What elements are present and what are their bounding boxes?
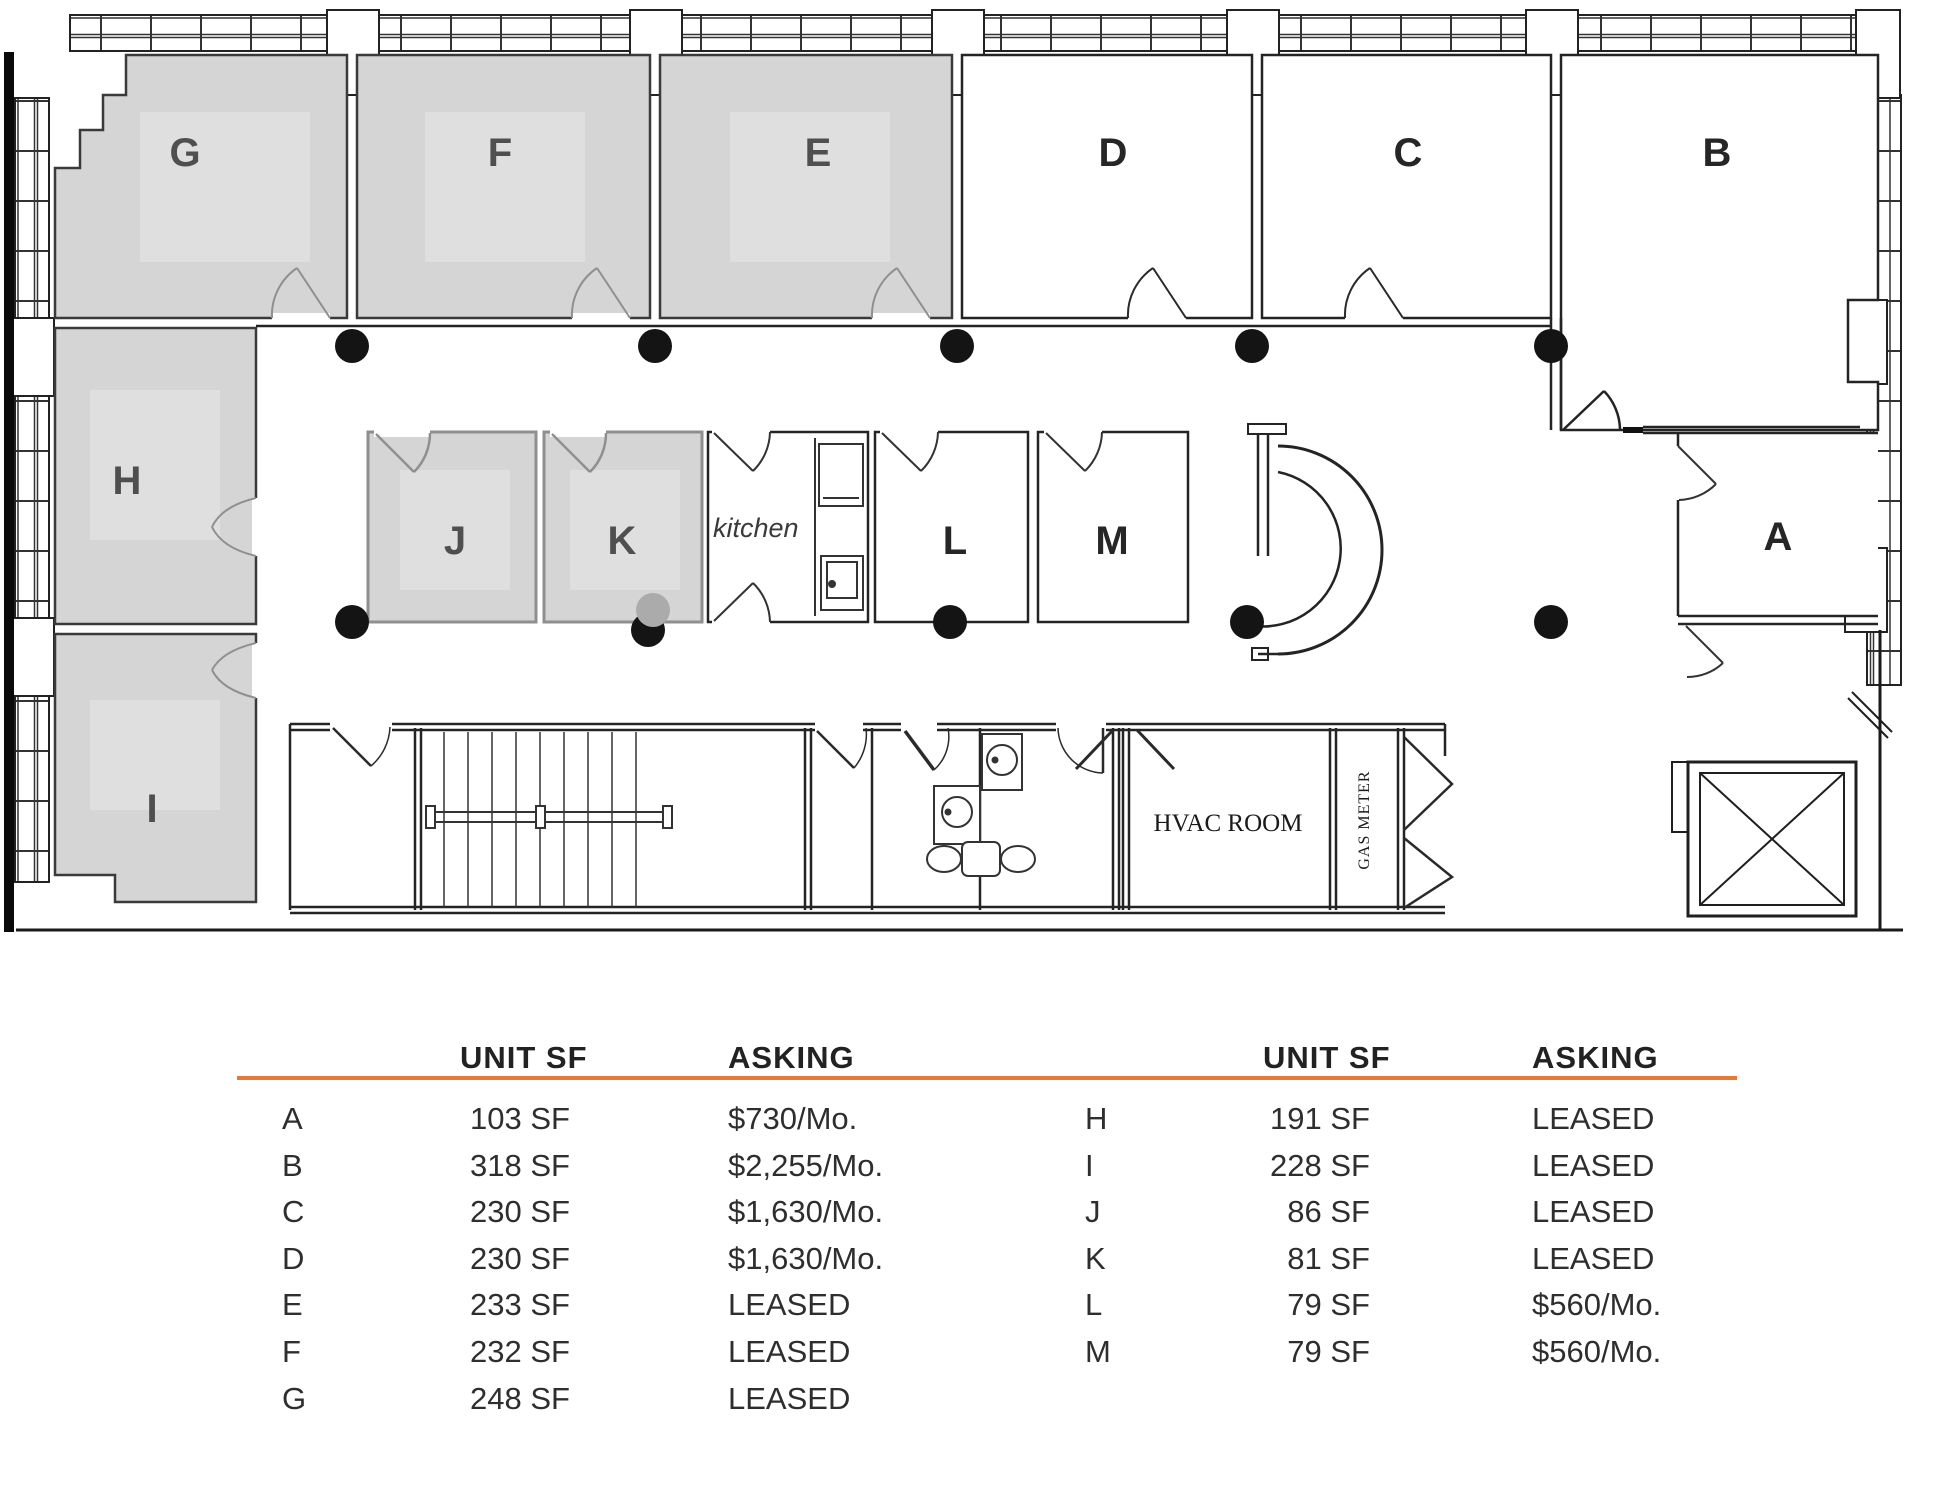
table-cell-unit: E: [282, 1287, 303, 1323]
label-room-M: M: [1095, 519, 1129, 563]
label-room-K: K: [607, 519, 637, 563]
table-cell-asking: LEASED: [1532, 1101, 1655, 1136]
table-cell-asking: $730/Mo.: [728, 1101, 858, 1136]
table-cell-unit: M: [1085, 1333, 1111, 1369]
label-room-E: E: [804, 131, 832, 175]
table-cell-unit: L: [1085, 1287, 1103, 1323]
table-cell-asking: LEASED: [1532, 1147, 1655, 1183]
table-cell-unit: J: [1085, 1194, 1101, 1230]
label-room-F: F: [487, 131, 513, 175]
table-cell-sf: 230 SF: [470, 1194, 570, 1230]
table-cell-sf: 79 SF: [1287, 1333, 1370, 1369]
label-gas-meter: GAS METER: [1356, 770, 1373, 870]
table-cell-sf: 228 SF: [1270, 1147, 1370, 1183]
label-room-L: L: [942, 519, 968, 563]
restroom-fixtures: [927, 734, 1035, 876]
table-cell-unit: H: [1085, 1101, 1108, 1136]
column-dot-gray: [636, 593, 670, 627]
table-cell-sf: 233 SF: [470, 1287, 570, 1323]
table-cell-asking: $1,630/Mo.: [728, 1194, 884, 1230]
accent-rule: [237, 1076, 1737, 1080]
table-cell-sf: 230 SF: [470, 1240, 570, 1276]
table-cell-asking: $2,255/Mo.: [728, 1147, 884, 1183]
right-unit-sf-header: UNIT SF: [1263, 1040, 1391, 1075]
room-C: [1262, 55, 1551, 318]
table-cell-unit: A: [282, 1101, 303, 1136]
table-cell-unit: G: [282, 1380, 307, 1416]
kitchen-fixtures: [815, 438, 863, 616]
table-cell-unit: C: [282, 1194, 305, 1230]
label-room-B: B: [1702, 131, 1732, 175]
label-kitchen: kitchen: [713, 513, 799, 543]
label-room-D: D: [1098, 131, 1128, 175]
table-cell-asking: LEASED: [1532, 1194, 1655, 1230]
table-cell-unit: I: [1085, 1147, 1094, 1183]
table-cell-sf: 248 SF: [470, 1380, 570, 1416]
table-cell-asking: LEASED: [1532, 1240, 1655, 1276]
table-cell-asking: LEASED: [728, 1287, 851, 1323]
service-band-door-gaps: [330, 720, 1106, 734]
left-unit-column: [282, 1096, 342, 1422]
table-cell-asking: $1,630/Mo.: [728, 1240, 884, 1276]
room-D: [962, 55, 1252, 318]
label-room-G: G: [169, 131, 201, 175]
label-room-J: J: [443, 519, 467, 563]
left-asking-column: [728, 1096, 1008, 1422]
table-cell-asking: $560/Mo.: [1532, 1333, 1662, 1369]
room-B: [1561, 55, 1878, 430]
right-asking-header: ASKING: [1532, 1040, 1659, 1075]
table-cell-asking: LEASED: [728, 1380, 851, 1416]
table-cell-sf: 79 SF: [1287, 1287, 1370, 1323]
left-unit-sf-header: UNIT SF: [460, 1040, 588, 1075]
stairs: [426, 732, 672, 907]
table-cell-unit: D: [282, 1240, 305, 1276]
left-asking-header: ASKING: [728, 1040, 855, 1075]
elevator: [1672, 692, 1892, 916]
left-sf-column: [430, 1096, 570, 1422]
table-cell-sf: 81 SF: [1287, 1240, 1370, 1276]
label-hvac-room: HVAC ROOM: [1153, 810, 1303, 837]
right-unit-column: [1085, 1096, 1145, 1376]
table-cell-sf: 103 SF: [470, 1101, 570, 1136]
property-line-left: [4, 52, 14, 932]
table-cell-unit: F: [282, 1333, 301, 1369]
label-room-A: A: [1763, 515, 1793, 559]
label-room-I: I: [146, 787, 158, 831]
table-cell-asking: $560/Mo.: [1532, 1287, 1662, 1323]
table-cell-sf: 86 SF: [1287, 1194, 1370, 1230]
right-sf-column: [1230, 1096, 1370, 1376]
table-cell-sf: 232 SF: [470, 1333, 570, 1369]
table-cell-unit: K: [1085, 1240, 1106, 1276]
table-cell-unit: B: [282, 1147, 303, 1183]
table-cell-sf: 191 SF: [1270, 1101, 1370, 1136]
table-cell-sf: 318 SF: [470, 1147, 570, 1183]
outer-boundary: [16, 630, 1903, 930]
table-cell-asking: LEASED: [728, 1333, 851, 1369]
label-room-C: C: [1393, 131, 1423, 175]
window-band-left: [15, 98, 49, 882]
right-asking-column: [1532, 1096, 1812, 1376]
label-room-H: H: [112, 459, 142, 503]
